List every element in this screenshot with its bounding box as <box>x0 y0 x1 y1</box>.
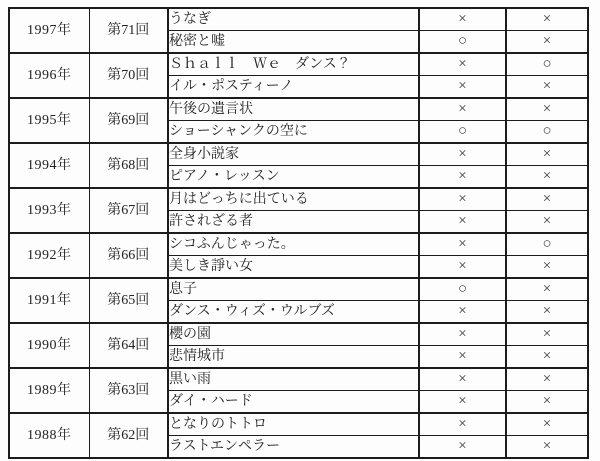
mark-cell: × <box>506 143 588 166</box>
mark-cell: × <box>506 98 588 121</box>
mark-cell: ○ <box>419 278 506 301</box>
film-title-cell: シコふんじゃった。 <box>168 233 419 256</box>
year-group-1997 <box>9 8 588 53</box>
film-title-cell: ダンス・ウィズ・ウルブズ <box>168 301 419 324</box>
mark-cell: × <box>506 8 588 31</box>
film-title-cell: 全身小説家 <box>168 143 419 166</box>
year-group-1991 <box>9 278 588 323</box>
mark-cell: ○ <box>506 53 588 76</box>
mark-cell: × <box>419 301 506 324</box>
mark-cell: × <box>419 368 506 391</box>
round-cell: 第68回 <box>89 143 168 188</box>
mark-cell: ○ <box>419 31 506 54</box>
year-group-1992 <box>9 233 588 278</box>
mark-cell: ○ <box>506 233 588 256</box>
mark-cell: × <box>506 278 588 301</box>
mark-cell: × <box>542 78 552 94</box>
film-title-cell: 黒い雨 <box>168 368 419 391</box>
film-row <box>9 233 588 256</box>
mark-cell: × <box>542 393 552 409</box>
mark-cell: × <box>542 258 552 274</box>
film-row <box>9 188 588 211</box>
year-cell: 1997年 <box>9 8 89 53</box>
mark-cell: ○ <box>542 123 552 139</box>
year-cell: 1989年 <box>9 368 89 413</box>
mark-cell: × <box>419 413 506 436</box>
mark-cell: × <box>506 323 588 346</box>
round-cell: 第65回 <box>89 278 168 323</box>
mark-cell: × <box>419 188 506 211</box>
mark-cell: × <box>419 98 506 121</box>
round-cell: 第67回 <box>89 188 168 233</box>
year-cell: 1992年 <box>9 233 89 278</box>
mark-cell: × <box>419 211 506 234</box>
film-title-cell: Ｓｈａｌｌ Ｗｅ ダンス？ <box>168 53 419 76</box>
year-group-1990 <box>9 323 588 368</box>
mark-cell: × <box>542 33 552 49</box>
mark-cell: ○ <box>419 121 506 144</box>
mark-cell: × <box>419 391 506 414</box>
film-title-cell: ダイ・ハード <box>168 391 419 414</box>
film-title-cell: ピアノ・レッスン <box>168 166 419 189</box>
film-title-cell: ショーシャンクの空に <box>168 121 419 144</box>
year-group-1993 <box>9 188 588 233</box>
film-row <box>9 98 588 121</box>
year-group-1996 <box>9 53 588 98</box>
awards-table <box>8 7 589 459</box>
round-cell: 第66回 <box>89 233 168 278</box>
film-title-cell: 悲情城市 <box>168 346 419 369</box>
round-cell: 第63回 <box>89 368 168 413</box>
film-title-cell: 月はどっちに出ている <box>168 188 419 211</box>
round-cell: 第64回 <box>89 323 168 368</box>
film-row <box>9 278 588 301</box>
mark-cell: × <box>542 168 552 184</box>
film-row <box>9 143 588 166</box>
year-cell: 1991年 <box>9 278 89 323</box>
film-row <box>9 8 588 31</box>
year-cell: 1994年 <box>9 143 89 188</box>
year-group-1995 <box>9 98 588 143</box>
mark-cell: × <box>419 323 506 346</box>
film-title-cell: 美しき諍い女 <box>168 256 419 279</box>
film-row <box>9 368 588 391</box>
round-cell: 第70回 <box>89 53 168 98</box>
film-title-cell: 午後の遺言状 <box>168 98 419 121</box>
film-title-cell: 息子 <box>168 278 419 301</box>
mark-cell: × <box>506 188 588 211</box>
mark-cell: × <box>419 166 506 189</box>
mark-cell: × <box>542 303 552 319</box>
film-title-cell: ラストエンペラー <box>168 436 419 459</box>
film-title-cell: 秘密と嘘 <box>168 31 419 54</box>
year-cell: 1993年 <box>9 188 89 233</box>
year-cell: 1995年 <box>9 98 89 143</box>
film-title-cell: 許されざる者 <box>168 211 419 234</box>
year-cell: 1996年 <box>9 53 89 98</box>
mark-cell: × <box>419 143 506 166</box>
film-title-cell: イル・ポスティーノ <box>168 76 419 99</box>
mark-cell: × <box>419 233 506 256</box>
year-group-1988 <box>9 413 588 458</box>
year-cell: 1990年 <box>9 323 89 368</box>
mark-cell: × <box>506 413 588 436</box>
film-title-cell: うなぎ <box>168 8 419 31</box>
round-cell: 第62回 <box>89 413 168 458</box>
year-cell: 1988年 <box>9 413 89 458</box>
round-cell: 第71回 <box>89 8 168 53</box>
film-row <box>9 413 588 436</box>
film-title-cell: となりのトトロ <box>168 413 419 436</box>
film-title-cell: 櫻の園 <box>168 323 419 346</box>
film-row <box>9 323 588 346</box>
mark-cell: × <box>506 368 588 391</box>
mark-cell: × <box>419 8 506 31</box>
mark-cell: × <box>419 436 506 459</box>
mark-cell: × <box>542 348 552 364</box>
mark-cell: × <box>419 76 506 99</box>
year-group-1994 <box>9 143 588 188</box>
film-row <box>9 53 588 76</box>
mark-cell: × <box>419 346 506 369</box>
mark-cell: × <box>419 256 506 279</box>
mark-cell: × <box>419 53 506 76</box>
round-cell: 第69回 <box>89 98 168 143</box>
year-group-1989 <box>9 368 588 413</box>
mark-cell: × <box>542 438 552 454</box>
mark-cell: × <box>542 213 552 229</box>
